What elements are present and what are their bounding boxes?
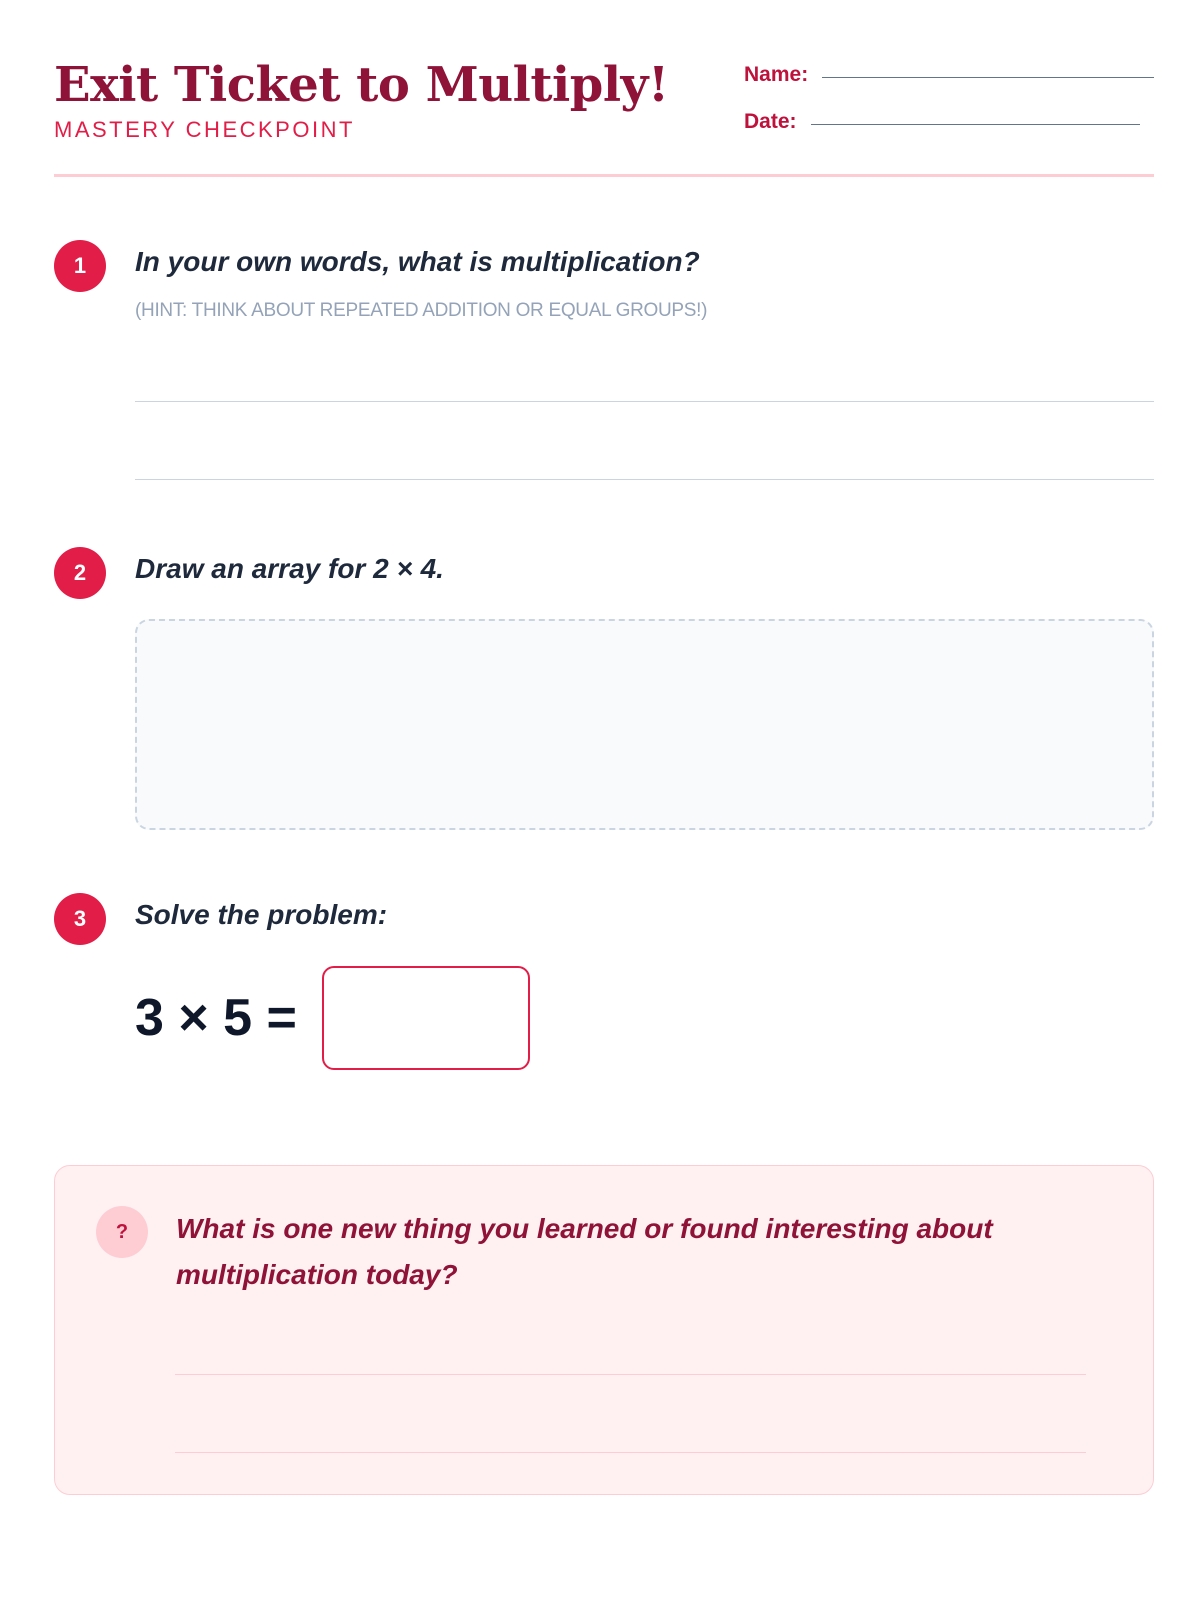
name-field[interactable] xyxy=(822,77,1154,78)
answer-line[interactable] xyxy=(135,401,1154,402)
page-subtitle: MASTERY CHECKPOINT xyxy=(54,117,355,142)
header xyxy=(54,55,1154,175)
question-number-badge: 1 xyxy=(54,240,106,292)
page-title: Exit Ticket to Multiply! xyxy=(54,57,669,113)
math-equation: 3 × 5 = xyxy=(135,989,297,1047)
reflection-prompt: What is one new thing you learned or found interesting about multiplication today? xyxy=(176,1213,993,1290)
answer-box[interactable] xyxy=(322,966,530,1070)
date-field[interactable] xyxy=(811,124,1140,125)
header-divider xyxy=(54,174,1154,177)
array-drawing-area[interactable] xyxy=(135,619,1154,830)
answer-line[interactable] xyxy=(135,479,1154,480)
question-number-badge: 3 xyxy=(54,893,106,945)
name-row xyxy=(744,63,1154,87)
date-label: Date: xyxy=(744,110,797,133)
question-text: Draw an array for 2 × 4. xyxy=(135,553,444,584)
question-text: In your own words, what is multiplication? xyxy=(135,246,700,277)
question-mark-icon: ? xyxy=(96,1206,148,1258)
date-row xyxy=(744,110,1140,134)
question-hint: (HINT: THINK ABOUT REPEATED ADDITION OR EQUAL GROUPS!) xyxy=(135,300,708,321)
question-text: Solve the problem: xyxy=(135,899,388,930)
question-number-badge: 2 xyxy=(54,547,106,599)
reflection-answer-line[interactable] xyxy=(175,1374,1086,1375)
name-label: Name: xyxy=(744,63,809,86)
reflection-panel xyxy=(54,1165,1154,1495)
reflection-answer-line[interactable] xyxy=(175,1452,1086,1453)
